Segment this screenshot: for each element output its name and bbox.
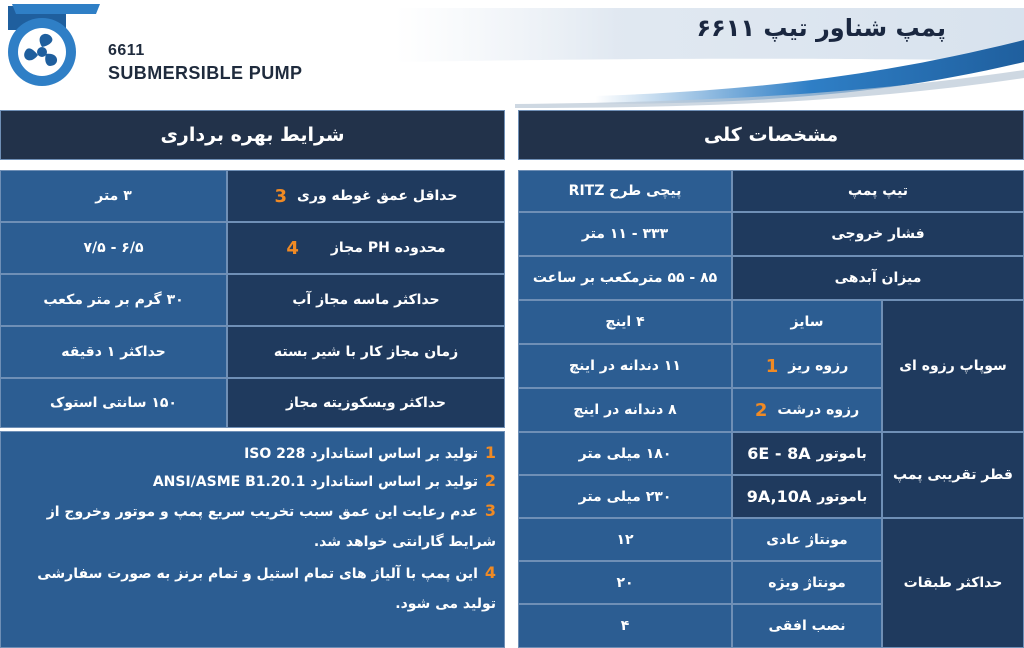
condition-label-viscosity: حداکثر ویسکوزیته مجاز (227, 378, 505, 428)
stages-value-special: ۲۰ (518, 561, 732, 604)
condition-row-depth (227, 170, 505, 222)
spec-label-pump-type: تیپ پمپ (732, 170, 1024, 212)
spec-value-pressure: ۳۳۳ - ۱۱ متر (518, 212, 732, 256)
condition-label: محدوده PH مجاز (330, 240, 446, 256)
thread-row-fine (732, 344, 882, 388)
page-title: پمپ شناور تیپ ۶۶۱۱ (696, 14, 946, 42)
condition-value-closed-valve: حداکثر ۱ دقیقه (0, 326, 227, 378)
footnote-marker: 2 (484, 471, 496, 490)
diameter-prefix: باموتور (817, 488, 868, 505)
footnote-text: این پمپ با آلیاژ های تمام استیل و تمام برنز به صورت سفارشی تولید می شود. (37, 566, 496, 612)
footnote-text: عدم رعایت این عمق سبب تخریب سریع پمپ و موتور وخروج از شرایط گارانتی خواهد شد. (46, 504, 496, 550)
diameter-group-label: قطر تقریبی پمپ (882, 432, 1024, 518)
diameter-value-large: ۲۳۰ میلی متر (518, 475, 732, 518)
motor-model: 9A,10A (746, 487, 812, 506)
thread-coarse-label: رزوه درشت (777, 402, 860, 418)
footnote-1 (13, 440, 496, 467)
footnote-marker: 2 (754, 399, 768, 421)
thread-label-size: سایز (732, 300, 882, 344)
condition-value-depth: ۳ متر (0, 170, 227, 222)
footnote-marker: 3 (274, 185, 288, 207)
page-header (0, 0, 1024, 110)
diameter-row-large (732, 475, 882, 518)
stages-value-horizontal: ۴ (518, 604, 732, 648)
condition-value-sand: ۳۰ گرم بر متر مکعب (0, 274, 227, 326)
diameter-value-small: ۱۸۰ میلی متر (518, 432, 732, 475)
diameter-prefix: باموتور (816, 445, 867, 462)
product-subtitle: SUBMERSIBLE PUMP (108, 63, 303, 83)
spec-value-flow: ۸۵ - ۵۵ مترمکعب بر ساعت (518, 256, 732, 300)
footnote-marker: 1 (484, 443, 496, 462)
thread-group-label: سوپاپ رزوه ای (882, 300, 1024, 432)
condition-label-closed-valve: زمان مجاز کار با شیر بسته (227, 326, 505, 378)
diameter-row-small (732, 432, 882, 475)
footnote-marker: 4 (484, 563, 496, 582)
thread-value-coarse: ۸ دندانه در اینچ (518, 388, 732, 432)
thread-fine-label: رزوه ریز (788, 358, 849, 374)
fan-logo-icon (4, 0, 104, 100)
motor-model: 6E - 8A (747, 444, 811, 463)
condition-label-sand: حداکثر ماسه مجاز آب (227, 274, 505, 326)
condition-value-viscosity: ۱۵۰ سانتی استوک (0, 378, 227, 428)
thread-row-coarse (732, 388, 882, 432)
footnote-3 (13, 496, 496, 557)
footnote-2 (13, 468, 496, 495)
footnote-text: تولید بر اساس استاندارد ANSI/ASME B1.20.1 (152, 474, 478, 490)
footnote-marker: 4 (286, 237, 299, 259)
condition-row-ph (227, 222, 505, 274)
operating-conditions-heading: شرایط بهره برداری (0, 110, 505, 160)
thread-value-fine: ۱۱ دندانه در اینچ (518, 344, 732, 388)
stages-value-normal: ۱۲ (518, 518, 732, 561)
footnote-text: تولید بر اساس استاندارد ISO 228 (244, 446, 478, 462)
spec-label-flow: میزان آبدهی (732, 256, 1024, 300)
footnote-4 (13, 558, 496, 619)
spec-label-pressure: فشار خروجی (732, 212, 1024, 256)
model-number: 6611 (108, 42, 145, 59)
stages-group-label: حداکثر طبقات (882, 518, 1024, 648)
stages-label-special: مونتاژ ویژه (732, 561, 882, 604)
condition-label: حداقل عمق غوطه وری (297, 188, 458, 204)
stages-label-horizontal: نصب افقی (732, 604, 882, 648)
thread-value-size: ۴ اینچ (518, 300, 732, 344)
stages-label-normal: مونتاژ عادی (732, 518, 882, 561)
general-specs-heading: مشخصات کلی (518, 110, 1024, 160)
spec-value-pump-type: پیچی طرح RITZ (518, 170, 732, 212)
footnote-marker: 3 (484, 501, 496, 520)
footnote-marker: 1 (765, 355, 779, 377)
footnotes-panel (0, 431, 505, 648)
condition-value-ph: ۶/۵ - ۷/۵ (0, 222, 227, 274)
